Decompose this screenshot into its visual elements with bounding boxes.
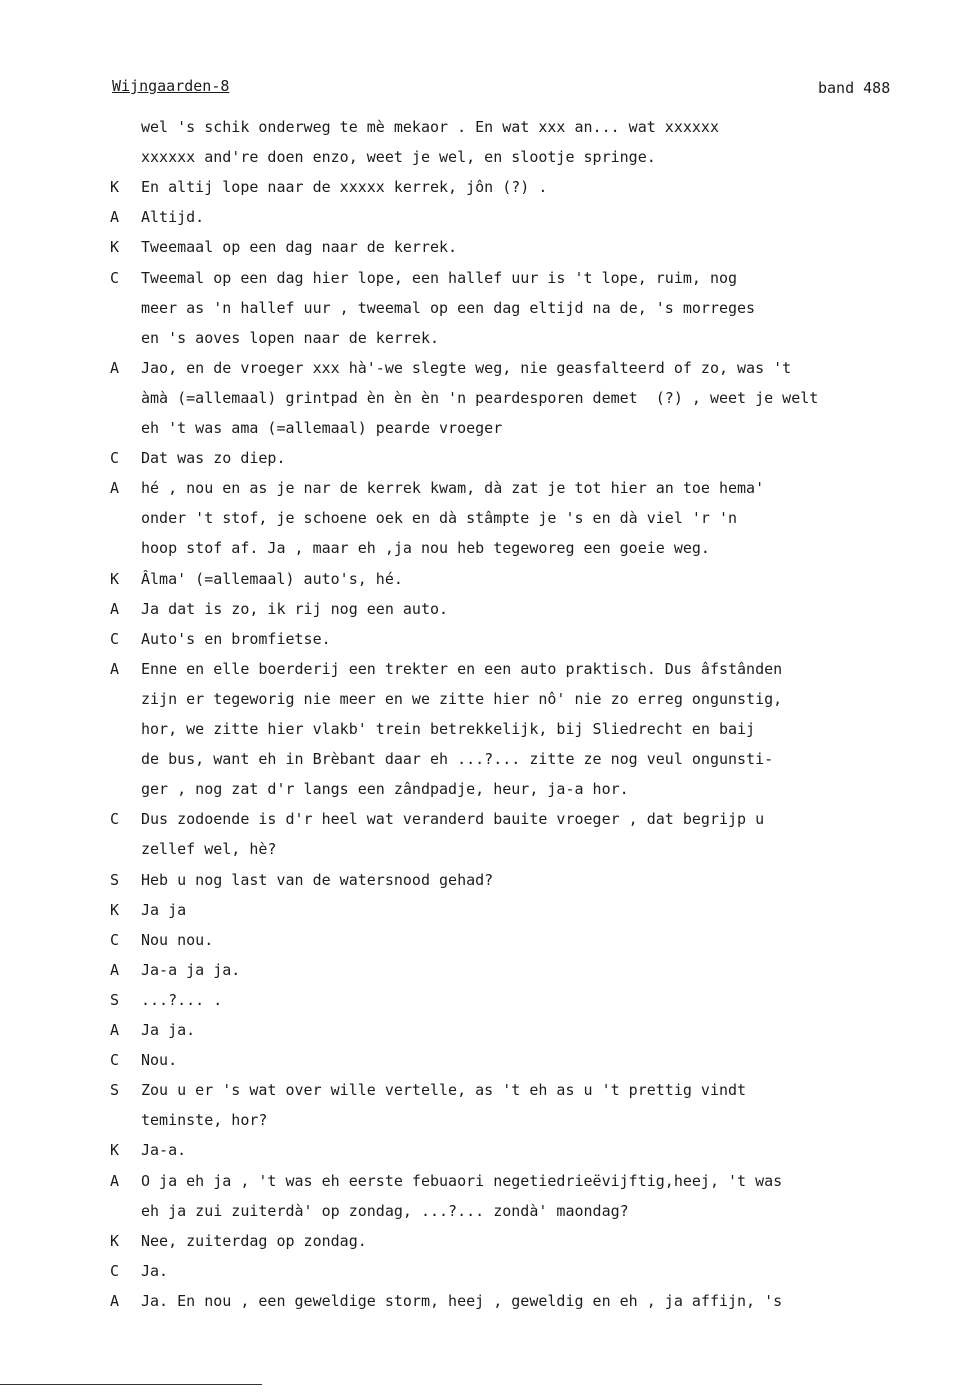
speaker-label: C — [110, 630, 120, 648]
utterance-text: Nou nou. — [141, 931, 214, 949]
utterance-text: Ja-a ja ja. — [141, 961, 241, 979]
utterance-text: en 's aoves lopen naar de kerrek. — [141, 329, 440, 347]
utterance-text: Ja-a. — [141, 1141, 187, 1159]
utterance-text: O ja eh ja , 't was eh eerste febuaori negetiedrieëvijftig,heej, 't was — [141, 1172, 783, 1190]
utterance-text: Heb u nog last van de watersnood gehad? — [141, 871, 494, 889]
utterance-text: wel 's schik onderweg te mè mekaor . En wat xxx an... wat xxxxxx — [141, 118, 719, 136]
utterance-text: Ja. — [141, 1262, 169, 1280]
utterance-text: Ja ja — [141, 901, 187, 919]
utterance-text: àmà (=allemaal) grintpad èn èn èn 'n peardesporen demet (?) , weet je welt — [141, 389, 819, 407]
speaker-label: A — [110, 1172, 120, 1190]
speaker-label: A — [110, 600, 120, 618]
speaker-label: K — [110, 238, 120, 256]
utterance-text: ger , nog zat d'r langs een zândpadje, heur, ja-a hor. — [141, 780, 629, 798]
utterance-text: Enne en elle boerderij een trekter en een auto praktisch. Dus âfstânden — [141, 660, 783, 678]
speaker-label: A — [110, 208, 120, 226]
speaker-label: K — [110, 178, 120, 196]
utterance-text: zijn er tegeworig nie meer en we zitte hier nô' nie zo erreg ongunstig, — [141, 690, 783, 708]
speaker-label: S — [110, 871, 120, 889]
speaker-label: K — [110, 570, 120, 588]
speaker-label: A — [110, 479, 120, 497]
speaker-label: A — [110, 1021, 120, 1039]
utterance-text: Auto's en bromfietse. — [141, 630, 331, 648]
utterance-text: hoop stof af. Ja , maar eh ,ja nou heb tegeworeg een goeie weg. — [141, 539, 710, 557]
utterance-text: Dus zodoende is d'r heel wat veranderd bauite vroeger , dat begrijp u — [141, 810, 765, 828]
utterance-text: Ja dat is zo, ik rij nog een auto. — [141, 600, 449, 618]
utterance-text: En altij lope naar de xxxxx kerrek, jôn (?) . — [141, 178, 548, 196]
utterance-text: Zou u er 's wat over wille vertelle, as 't eh as u 't prettig vindt — [141, 1081, 747, 1099]
speaker-label: K — [110, 1141, 120, 1159]
speaker-label: A — [110, 359, 120, 377]
utterance-text: Ja. En nou , een geweldige storm, heej , geweldig en eh , ja affijn, 's — [141, 1292, 783, 1310]
speaker-label: C — [110, 810, 120, 828]
utterance-text: zellef wel, hè? — [141, 840, 277, 858]
utterance-text: xxxxxx and're doen enzo, weet je wel, en slootje springe. — [141, 148, 656, 166]
utterance-text: Altijd. — [141, 208, 205, 226]
utterance-text: meer as 'n hallef uur , tweemal op een dag eltijd na de, 's morreges — [141, 299, 756, 317]
utterance-text: Jao, en de vroeger xxx hà'-we slegte weg, nie geasfalteerd of zo, was 't — [141, 359, 792, 377]
speaker-label: C — [110, 931, 120, 949]
utterance-text: hor, we zitte hier vlakb' trein betrekkelijk, bij Sliedrecht en baij — [141, 720, 756, 738]
utterance-text: Ja ja. — [141, 1021, 196, 1039]
speaker-label: C — [110, 449, 120, 467]
utterance-text: Nou. — [141, 1051, 178, 1069]
speaker-label: K — [110, 901, 120, 919]
speaker-label: A — [110, 961, 120, 979]
page-header-title: Wijngaarden-8 — [112, 77, 230, 95]
speaker-label: C — [110, 1262, 120, 1280]
speaker-label: S — [110, 991, 120, 1009]
utterance-text: hé , nou en as je nar de kerrek kwam, dà zat je tot hier an toe hema' — [141, 479, 765, 497]
speaker-label: K — [110, 1232, 120, 1250]
utterance-text: Âlma' (=allemaal) auto's, hé. — [141, 570, 403, 588]
speaker-label: A — [110, 1292, 120, 1310]
speaker-label: S — [110, 1081, 120, 1099]
utterance-text: onder 't stof, je schoene oek en dà stâmpte je 's en dà viel 'r 'n — [141, 509, 738, 527]
utterance-text: Dat was zo diep. — [141, 449, 286, 467]
utterance-text: de bus, want eh in Brèbant daar eh ...?... zitte ze nog veul ongunsti- — [141, 750, 774, 768]
speaker-label: C — [110, 1051, 120, 1069]
speaker-label: C — [110, 269, 120, 287]
page-header-band: band 488 — [818, 79, 891, 97]
utterance-text: eh ja zui zuiterdà' op zondag, ...?... zondà' maondag? — [141, 1202, 629, 1220]
utterance-text: Nee, zuiterdag op zondag. — [141, 1232, 367, 1250]
utterance-text: eh 't was ama (=allemaal) pearde vroeger — [141, 419, 503, 437]
utterance-text: Tweemal op een dag hier lope, een hallef uur is 't lope, ruim, nog — [141, 269, 738, 287]
footer-rule — [0, 1384, 262, 1385]
utterance-text: Tweemaal op een dag naar de kerrek. — [141, 238, 458, 256]
speaker-label: A — [110, 660, 120, 678]
utterance-text: teminste, hor? — [141, 1111, 268, 1129]
utterance-text: ...?... . — [141, 991, 223, 1009]
